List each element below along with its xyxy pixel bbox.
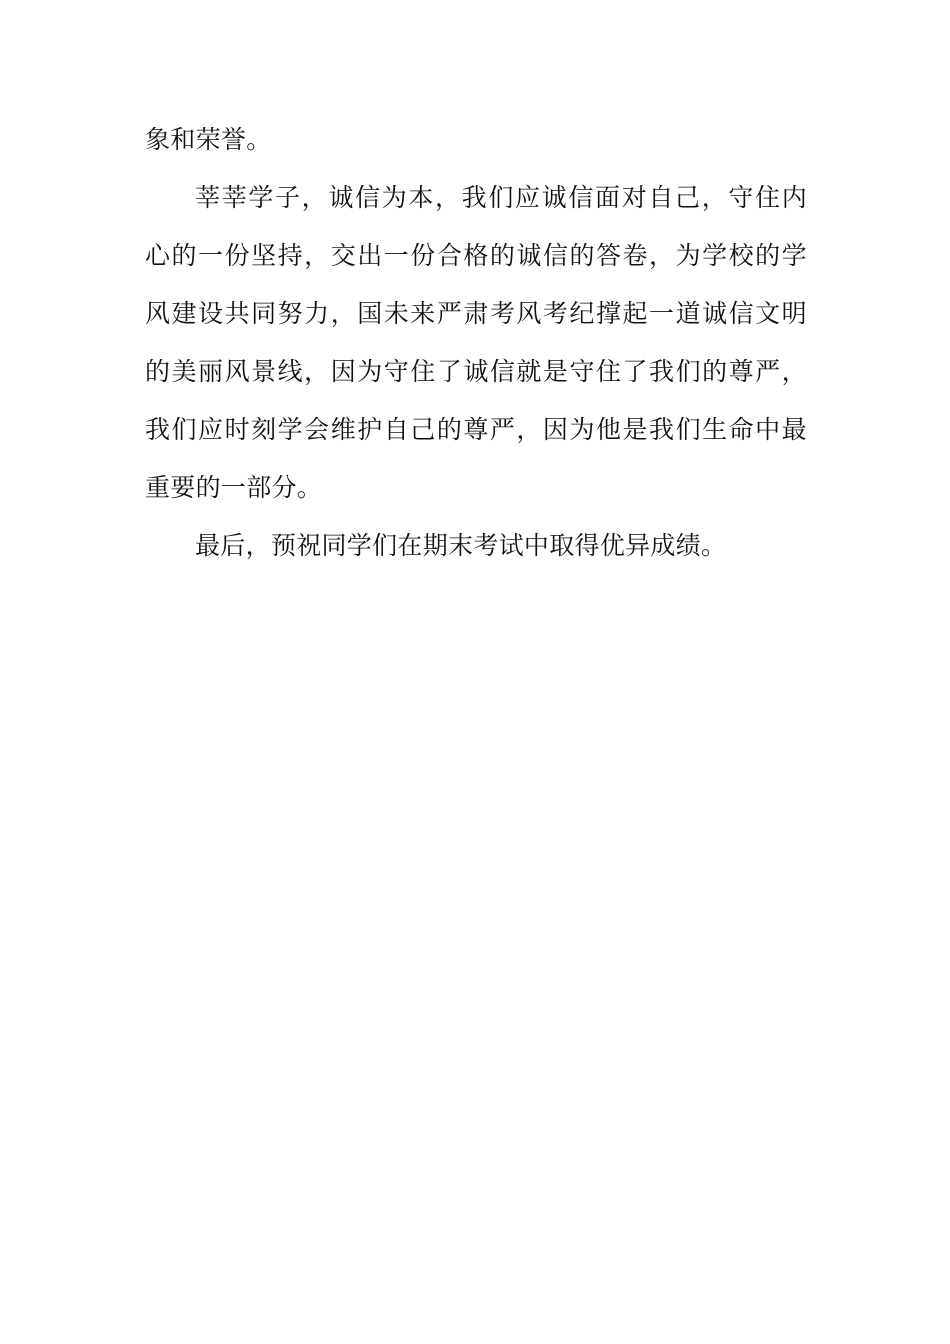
paragraph-2 [145, 176, 807, 524]
paragraph-line: 我们应时刻学会维护自己的尊严，因为他是我们生命中最 [145, 415, 807, 444]
paragraph-line: 象和荣誉。 [145, 125, 272, 154]
paragraph-line: 的美丽风景线，因为守住了诚信就是守住了我们的尊严， [145, 357, 807, 386]
paragraph-1 [145, 118, 807, 176]
document-body [145, 118, 807, 582]
paragraph-line: 最后，预祝同学们在期末考试中取得优异成绩。 [195, 531, 727, 560]
paragraph-line: 风建设共同努力，国未来严肃考风考纪撑起一道诚信文明 [145, 299, 807, 328]
paragraph-line: 莘莘学子，诚信为本，我们应诚信面对自己，守住内 [195, 183, 807, 212]
paragraph-line: 重要的一部分。 [145, 473, 323, 502]
paragraph-3 [145, 524, 807, 582]
paragraph-line: 心的一份坚持，交出一份合格的诚信的答卷，为学校的学 [145, 241, 807, 270]
